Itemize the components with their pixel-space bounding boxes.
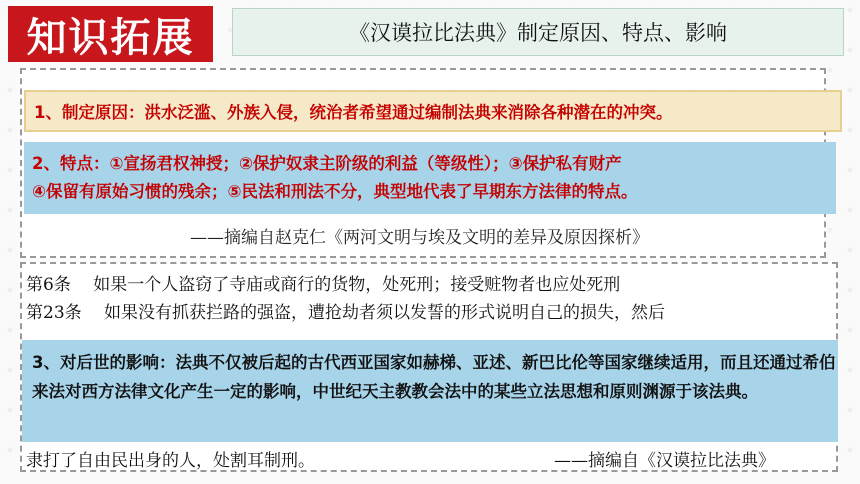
law-article-23: 第23条 如果没有抓获拦路的强盗，遭抢劫者须以发誓的形式说明自己的损失，然后 (26, 303, 666, 323)
law-article-6: 第6条 如果一个人盗窃了寺庙或商行的货物，处死刑；接受赃物者也应处死刑 (26, 275, 621, 295)
features-line-2: ④保留有原始习惯的残余；⑤民法和刑法不分，典型地代表了早期东方法律的特点。 (32, 182, 638, 201)
source-1-citation: ——摘编自赵克仁《两河文明与埃及文明的差异及原因探析》 (190, 228, 649, 248)
section-title: 知识拓展 (8, 6, 213, 62)
influence-box: 3、对后世的影响：法典不仅被后起的古代西亚国家如赫梯、亚述、新巴比伦等国家继续适用，而且还通过希伯来法对西方法律文化产生一定的影响，中世纪天主教教会法中的某些立法思想和原则渊源于该法典。 (22, 340, 838, 442)
features-box (24, 142, 836, 214)
features-line-1: 2、特点：①宣扬君权神授；②保护奴隶主阶级的利益（等级性）；③保护私有财产 (32, 154, 622, 173)
source-2-citation: ——摘编自《汉谟拉比法典》 (554, 451, 775, 471)
cause-box: 1、制定原因：洪水泛滥、外族入侵，统治者希望通过编制法典来消除各种潜在的冲突。 (24, 90, 842, 132)
subject-heading: 《汉谟拉比法典》制定原因、特点、影响 (232, 8, 844, 56)
law-text-last-line: 隶打了自由民出身的人，处割耳制刑。 (26, 451, 315, 471)
